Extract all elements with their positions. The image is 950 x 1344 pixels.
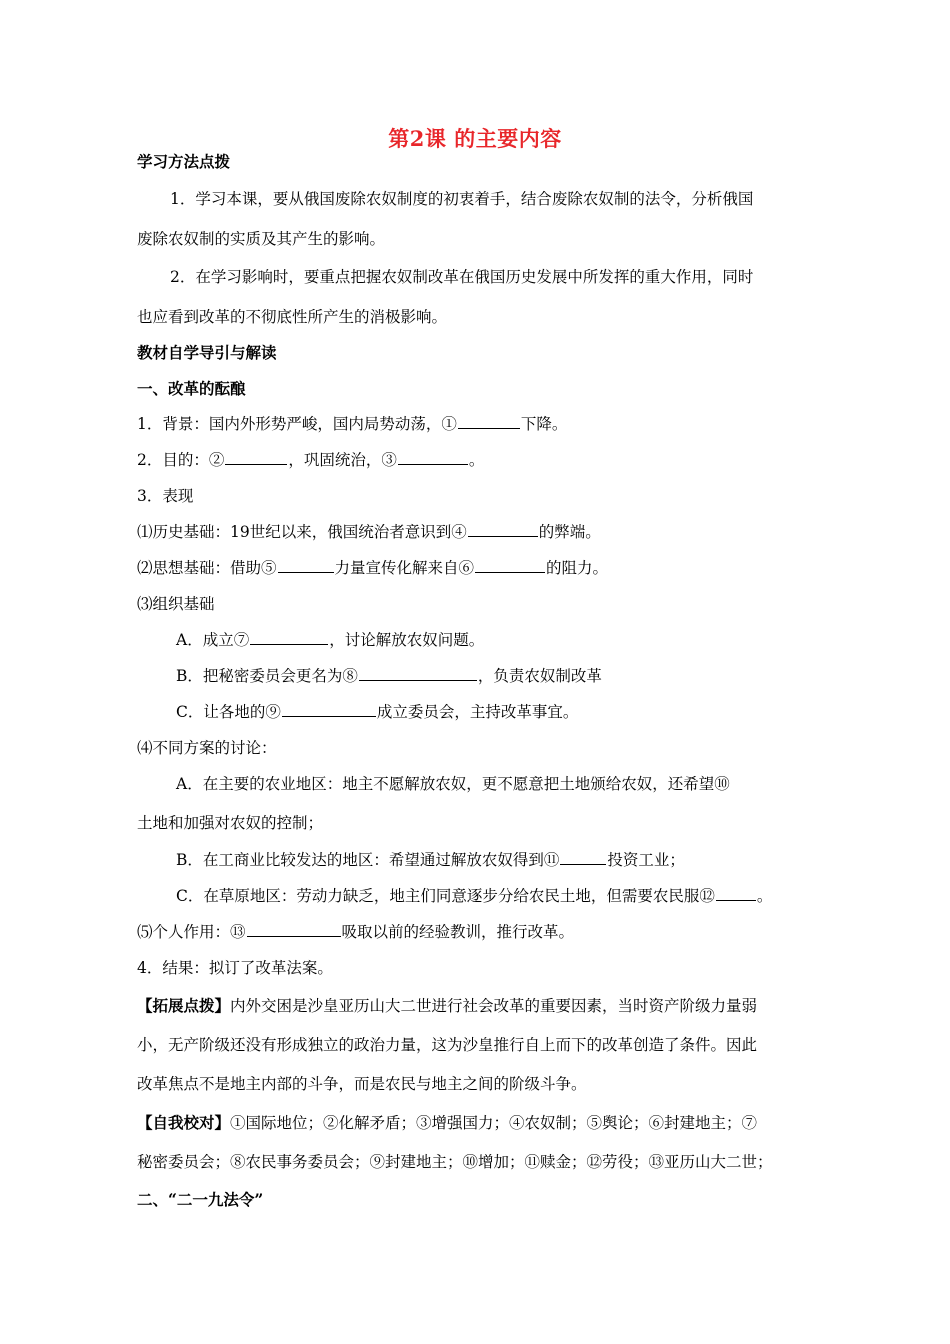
item-3-5-text-b: 吸取以前的经验教训，推行改革。 [341,923,575,941]
item-3-4-b-text-a: B．在工商业比较发达的地区：希望通过解放农奴得到⑪ [176,851,560,869]
item-2-text-c: 。 [468,451,485,469]
item-3-4-c-text-b: 。 [756,887,773,905]
item-3-3-c [176,702,578,722]
extension-text-a: 内外交困是沙皇亚历山大二世进行社会改革的重要因素，当时资产阶级力量弱 [230,997,758,1015]
answer-blank-12[interactable] [716,886,756,901]
answer-blank-11[interactable] [560,850,606,865]
item-3-3-b [176,666,602,686]
method-paragraph-1-line-1: 1．学习本课，要从俄国废除农奴制度的初衷着手，结合废除农奴制的法令，分析俄国 [170,190,754,208]
method-paragraph-2-line-1: 2．在学习影响时，要重点把握农奴制改革在俄国历史发展中所发挥的重大作用，同时 [170,268,754,286]
item-3-3-a [176,630,484,650]
item-2-text-b: ，巩固统治，③ [288,451,397,469]
item-3-4-c [176,886,772,906]
answer-blank-5[interactable] [278,558,334,573]
extension-line-2: 小，无产阶级还没有形成独立的政治力量，这为沙皇推行自上而下的改革创造了条件。因此 [137,1036,758,1054]
item-3-1-text-a: ⑴历史基础：19世纪以来，俄国统治者意识到④ [137,523,467,541]
self-check-text-a: ①国际地位；②化解矛盾；③增强国力；④农奴制；⑤舆论；⑥封建地主；⑦ [230,1114,758,1132]
answer-blank-9[interactable] [282,702,376,717]
item-3-2-text-a: ⑵思想基础：借助⑤ [137,559,277,577]
item-3-3-b-text-b: ，负责农奴制改革 [477,667,602,685]
self-check-label: 【自我校对】 [137,1113,231,1132]
item-3-2 [137,558,608,578]
extension-label: 【拓展点拨】 [137,996,231,1015]
item-3-1 [137,522,601,542]
item-3-2-text-c: 的阻力。 [546,559,609,577]
item-2-text-a: 2．目的：② [137,451,225,469]
answer-blank-2[interactable] [225,450,287,465]
item-3-2-text-b: 力量宣传化解来自⑥ [334,559,475,577]
item-3: 3．表现 [137,487,194,505]
item-3-3-a-text-a: A．成立⑦ [176,631,250,649]
item-3-3-b-text-a: B．把秘密委员会更名为⑧ [176,667,358,685]
method-heading: 学习方法点拨 [137,152,231,171]
self-check-line-1 [137,1113,757,1133]
item-3-5-text-a: ⑸个人作用：⑬ [137,923,246,941]
item-1-text-b: 下降。 [520,415,568,433]
self-check-line-2: 秘密委员会；⑧农民事务委员会；⑨封建地主；⑩增加；⑪赎金；⑫劳役；⑬亚历山大二世； [137,1153,773,1171]
part2-heading: 二、“二一九法令” [137,1190,264,1209]
item-3-3-c-text-a: C．让各地的⑨ [176,703,281,721]
answer-blank-1[interactable] [458,414,520,429]
item-3-4-c-text-a: C．在草原地区：劳动力缺乏，地主们同意逐步分给农民土地，但需要农民服⑫ [176,887,715,905]
extension-line-3: 改革焦点不是地主内部的斗争，而是农民与地主之间的阶级斗争。 [137,1075,587,1093]
item-1-text-a: 1．背景：国内外形势严峻，国内局势动荡，① [137,415,457,433]
answer-blank-8[interactable] [359,666,477,681]
item-3-4-b [176,850,685,870]
item-4: 4．结果：拟订了改革法案。 [137,959,333,977]
guide-heading: 教材自学导引与解读 [137,343,277,362]
item-3-3: ⑶组织基础 [137,595,215,613]
answer-blank-6[interactable] [475,558,545,573]
item-1 [137,414,567,434]
item-3-4-a-line-1: A．在主要的农业地区：地主不愿解放农奴，更不愿意把土地颁给农奴，还希望⑩ [176,775,730,793]
answer-blank-7[interactable] [250,630,328,645]
item-3-3-c-text-b: 成立委员会，主持改革事宜。 [376,703,579,721]
item-3-3-a-text-b: ，讨论解放农奴问题。 [329,631,485,649]
page-title: 第2课 的主要内容 [388,126,562,151]
answer-blank-13[interactable] [247,922,341,937]
method-paragraph-1-line-2: 废除农奴制的实质及其产生的影响。 [137,230,386,248]
item-3-4-b-text-b: 投资工业； [607,851,685,869]
item-2 [137,450,484,470]
part1-heading: 一、改革的酝酿 [137,379,246,398]
answer-blank-3[interactable] [398,450,468,465]
answer-blank-4[interactable] [468,522,538,537]
extension-line-1 [137,996,757,1016]
item-3-1-text-b: 的弊端。 [538,523,601,541]
item-3-5 [137,922,574,942]
item-3-4: ⑷不同方案的讨论： [137,739,277,757]
item-3-4-a-line-2: 土地和加强对农奴的控制； [137,814,324,832]
method-paragraph-2-line-2: 也应看到改革的不彻底性所产生的消极影响。 [137,308,448,326]
